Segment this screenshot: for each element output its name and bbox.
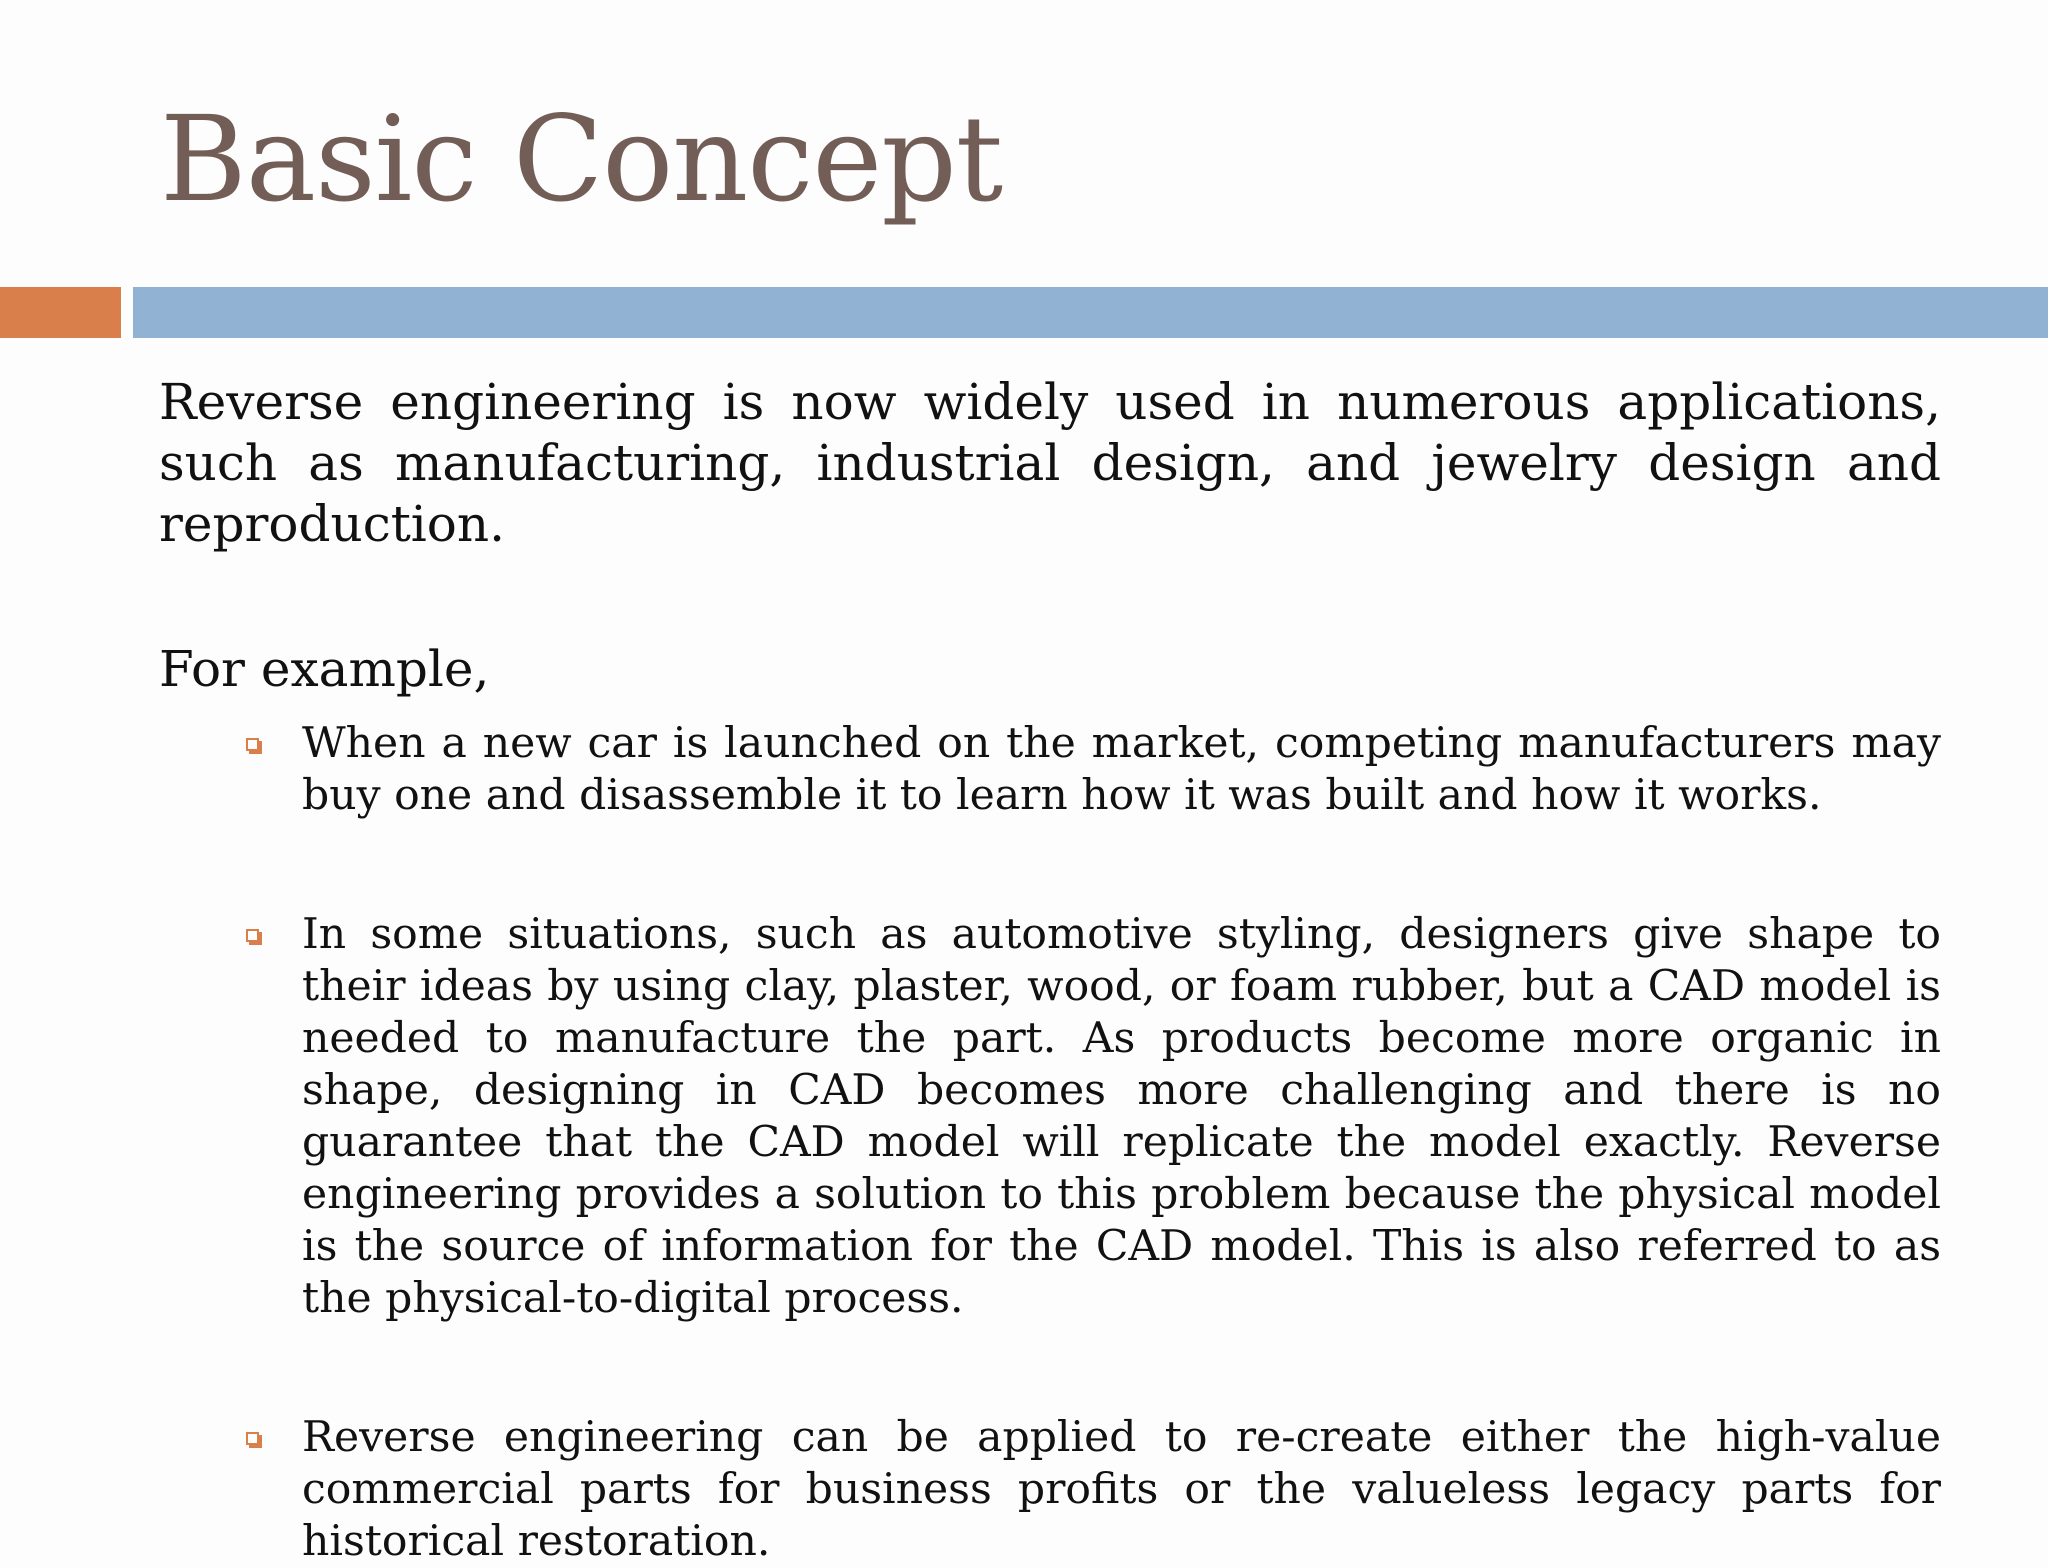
- slide-title: Basic Concept: [160, 90, 1003, 228]
- example-text: In some situations, such as automotive styling, designers give shape to their ideas by using clay, plaster, wood, or foam rubber, but a CAD model is needed to manufacture the part. As products become more organic in shape, designing in CAD becomes more challenging and there is no guarantee that the CAD model will replicate the model exactly. Reverse engineering provides a solution to this problem because the physical model is the source of information for the CAD model. This is also referred to as the physical-to-digital process.: [302, 910, 1941, 1323]
- accent-bar: [0, 287, 121, 338]
- title-divider-bar: [133, 287, 2048, 338]
- example-lead: For example,: [159, 640, 490, 698]
- example-list-item: [159, 909, 1941, 1325]
- intro-paragraph: Reverse engineering is now widely used in numerous applications, such as manufacturing, industrial design, and jewelry design and reproduction.: [159, 373, 1941, 553]
- hollow-square-bullet-icon: [246, 1432, 259, 1445]
- example-list-item: [159, 1412, 1941, 1568]
- hollow-square-bullet-icon: [246, 929, 259, 942]
- example-text: When a new car is launched on the market, competing manufacturers may buy one and disassemble it to learn how it was built and how it works.: [302, 719, 1941, 820]
- example-list: [159, 718, 1941, 1568]
- example-text: Reverse engineering can be applied to re-create either the high-value commercial parts for business profits or the valueless legacy parts for historical restoration.: [302, 1413, 1941, 1566]
- hollow-square-bullet-icon: [246, 738, 259, 751]
- example-list-item: [159, 718, 1941, 822]
- slide-body: [159, 372, 1941, 1568]
